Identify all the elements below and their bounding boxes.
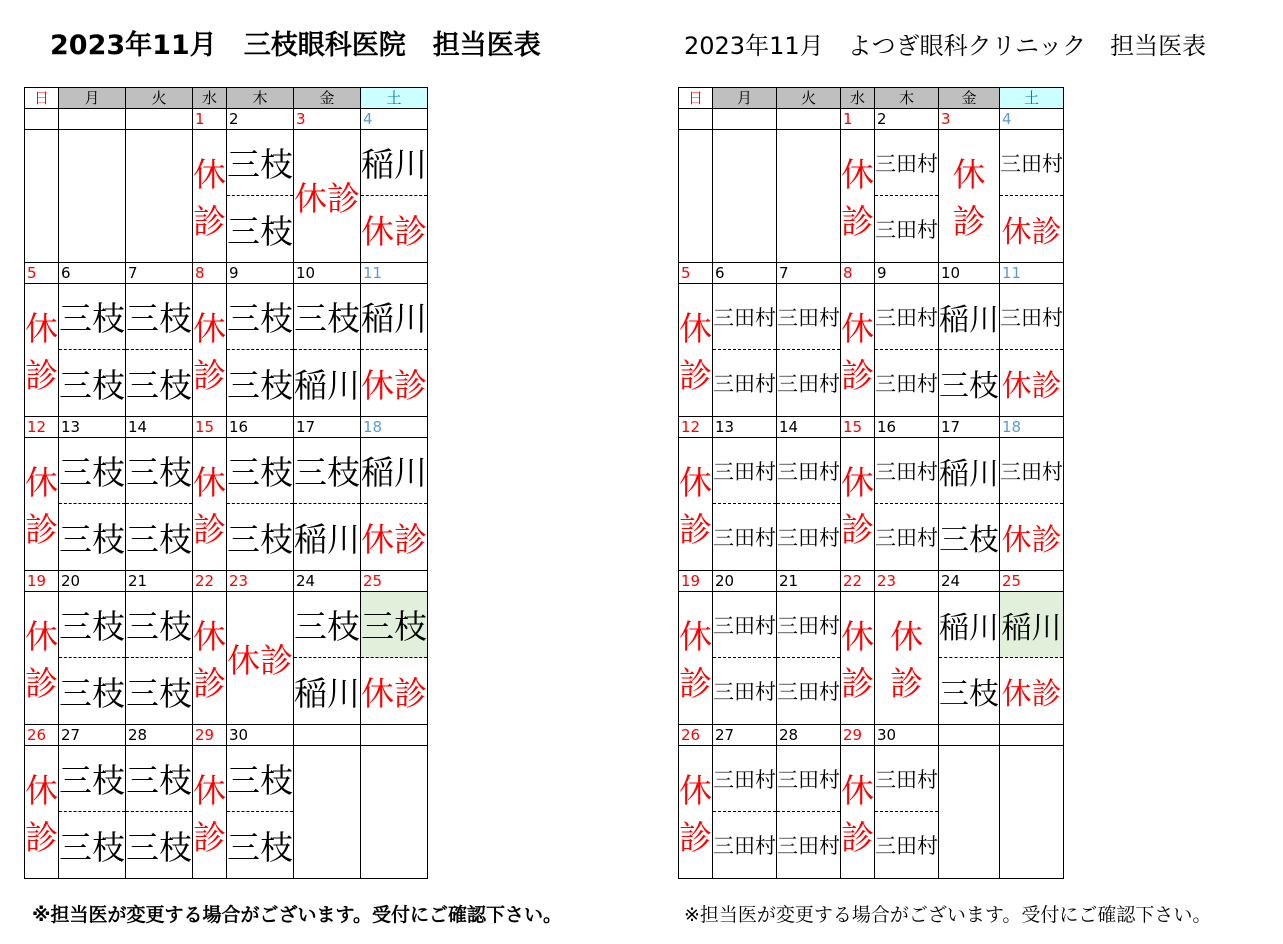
date-number: 3 — [294, 109, 361, 130]
shift-slots — [777, 284, 840, 416]
closed-label: 休診 — [193, 438, 227, 571]
date-number: 23 — [875, 571, 939, 592]
date-number: 26 — [679, 725, 713, 746]
date-number-row — [25, 725, 428, 746]
afternoon-doctor: 三枝 — [227, 519, 293, 559]
date-number — [361, 725, 428, 746]
date-number: 27 — [59, 725, 126, 746]
afternoon-doctor: 三田村 — [713, 834, 776, 858]
date-number: 8 — [841, 263, 875, 284]
day-cell — [713, 438, 777, 571]
afternoon-doctor: 三枝 — [126, 365, 192, 405]
schedule-row — [25, 438, 428, 571]
date-number: 29 — [193, 725, 227, 746]
date-number: 21 — [126, 571, 193, 592]
morning-doctor: 三田村 — [875, 284, 938, 350]
date-number: 1 — [193, 109, 227, 130]
shift-slots — [227, 130, 293, 262]
date-number: 15 — [841, 417, 875, 438]
empty-day-cell — [126, 130, 193, 263]
date-number-row — [679, 263, 1064, 284]
date-number-row — [25, 571, 428, 592]
shift-slots — [875, 284, 938, 416]
date-number: 20 — [713, 571, 777, 592]
closed-label: 休診 — [193, 746, 227, 879]
date-number: 10 — [294, 263, 361, 284]
afternoon-doctor: 三枝 — [939, 523, 999, 558]
morning-doctor: 稲川 — [361, 438, 427, 504]
shift-slots — [126, 746, 192, 878]
morning-doctor: 三枝 — [126, 592, 192, 658]
day-cell — [361, 284, 428, 417]
date-number: 1 — [841, 109, 875, 130]
schedule-row — [679, 438, 1064, 571]
day-cell — [875, 438, 939, 571]
day-cell — [59, 284, 126, 417]
date-number: 17 — [939, 417, 1000, 438]
morning-doctor: 三田村 — [875, 438, 938, 504]
morning-doctor: 三枝 — [294, 438, 360, 504]
shift-slots — [59, 746, 125, 878]
date-number — [713, 109, 777, 130]
weekday-label: 水 — [841, 88, 875, 109]
morning-doctor: 稲川 — [939, 592, 999, 658]
shift-slots — [1000, 130, 1063, 262]
date-number-row — [679, 571, 1064, 592]
morning-doctor: 三田村 — [713, 746, 776, 812]
shift-slots — [294, 592, 360, 724]
shift-slots — [361, 438, 427, 570]
closed-label: 休診 — [841, 438, 875, 571]
day-cell — [939, 284, 1000, 417]
calendar-title: 2023年11月 三枝眼科医院 担当医表 — [50, 30, 541, 61]
closed-label: 休診 — [939, 130, 1000, 263]
date-number: 18 — [361, 417, 428, 438]
day-cell — [361, 130, 428, 263]
date-number: 29 — [841, 725, 875, 746]
date-number — [25, 109, 59, 130]
date-number: 8 — [193, 263, 227, 284]
day-cell — [126, 592, 193, 725]
afternoon-doctor: 三枝 — [939, 677, 999, 712]
closed-label: 休診 — [679, 592, 713, 725]
date-number: 12 — [25, 417, 59, 438]
morning-doctor: 三田村 — [777, 746, 840, 812]
weekday-label: 火 — [126, 88, 193, 109]
closed-label: 休診 — [193, 284, 227, 417]
shift-slots — [713, 284, 776, 416]
date-number-row — [25, 109, 428, 130]
day-cell — [1000, 130, 1064, 263]
day-cell — [875, 130, 939, 263]
date-number: 30 — [227, 725, 294, 746]
schedule-row — [25, 592, 428, 725]
date-number: 25 — [1000, 571, 1064, 592]
morning-doctor: 三枝 — [227, 438, 293, 504]
morning-doctor: 三田村 — [713, 592, 776, 658]
date-number: 15 — [193, 417, 227, 438]
closed-label: 休診 — [25, 438, 59, 571]
shift-slots — [59, 438, 125, 570]
weekday-header-row — [679, 88, 1064, 109]
date-number: 16 — [227, 417, 294, 438]
closed-label: 休診 — [294, 130, 361, 263]
closed-label: 休診 — [193, 592, 227, 725]
closed-label: 休診 — [1001, 369, 1062, 404]
morning-doctor: 三枝 — [294, 592, 360, 658]
date-number: 22 — [193, 571, 227, 592]
empty-day-cell — [1000, 746, 1064, 879]
date-number: 26 — [25, 725, 59, 746]
afternoon-doctor: 三枝 — [59, 673, 125, 713]
closed-label: 休診 — [25, 284, 59, 417]
schedule-row — [679, 746, 1064, 879]
date-number: 24 — [294, 571, 361, 592]
morning-doctor: 三田村 — [713, 284, 776, 350]
shift-slots — [227, 746, 293, 878]
date-number: 7 — [777, 263, 841, 284]
closed-label: 休診 — [679, 438, 713, 571]
closed-label: 休診 — [841, 130, 875, 263]
morning-doctor: 三枝 — [227, 130, 293, 196]
closed-label: 休診 — [679, 284, 713, 417]
day-cell — [713, 746, 777, 879]
afternoon-doctor: 三枝 — [126, 673, 192, 713]
date-number: 25 — [361, 571, 428, 592]
shift-slots — [777, 746, 840, 878]
day-cell — [777, 746, 841, 879]
schedule-row — [679, 130, 1064, 263]
day-cell — [1000, 592, 1064, 725]
date-number: 30 — [875, 725, 939, 746]
shift-slots — [126, 438, 192, 570]
shift-slots — [875, 438, 938, 570]
afternoon-doctor: 三枝 — [227, 211, 293, 251]
morning-doctor: 稲川 — [939, 284, 999, 350]
shift-slots — [939, 438, 999, 570]
closed-label: 休診 — [1001, 215, 1062, 250]
date-number — [777, 109, 841, 130]
weekday-label: 土 — [1000, 88, 1064, 109]
afternoon-doctor: 三田村 — [777, 372, 840, 396]
empty-day-cell — [939, 746, 1000, 879]
date-number: 11 — [1000, 263, 1064, 284]
date-number: 10 — [939, 263, 1000, 284]
closed-label: 休診 — [1001, 523, 1062, 558]
date-number: 22 — [841, 571, 875, 592]
date-number: 9 — [227, 263, 294, 284]
day-cell — [875, 284, 939, 417]
date-number — [1000, 725, 1064, 746]
date-number: 28 — [777, 725, 841, 746]
day-cell — [59, 592, 126, 725]
day-cell — [777, 592, 841, 725]
afternoon-doctor: 三枝 — [59, 365, 125, 405]
closed-label: 休診 — [875, 592, 939, 725]
closed-label: 休診 — [227, 592, 294, 725]
date-number: 17 — [294, 417, 361, 438]
afternoon-doctor: 三田村 — [777, 526, 840, 550]
date-number: 14 — [126, 417, 193, 438]
date-number: 4 — [1000, 109, 1064, 130]
date-number — [679, 109, 713, 130]
date-number: 27 — [713, 725, 777, 746]
shift-slots — [777, 438, 840, 570]
date-number — [294, 725, 361, 746]
afternoon-doctor: 三田村 — [713, 680, 776, 704]
date-number: 13 — [59, 417, 126, 438]
shift-slots — [227, 438, 293, 570]
shift-slots — [713, 592, 776, 724]
closed-label: 休診 — [361, 211, 427, 251]
date-number: 21 — [777, 571, 841, 592]
day-cell — [227, 746, 294, 879]
afternoon-doctor: 三田村 — [777, 680, 840, 704]
calendar-title: 2023年11月 よつぎ眼科クリニック 担当医表 — [684, 32, 1207, 60]
day-cell — [59, 746, 126, 879]
date-number: 20 — [59, 571, 126, 592]
day-cell — [875, 746, 939, 879]
morning-doctor: 三枝 — [227, 284, 293, 350]
shift-slots — [875, 130, 938, 262]
afternoon-doctor: 三田村 — [713, 526, 776, 550]
day-cell — [294, 284, 361, 417]
morning-doctor: 三田村 — [1000, 130, 1063, 196]
schedule-row — [25, 284, 428, 417]
afternoon-doctor: 三枝 — [227, 365, 293, 405]
morning-doctor: 三田村 — [713, 438, 776, 504]
day-cell — [939, 438, 1000, 571]
closed-label: 休診 — [1001, 677, 1062, 712]
day-cell — [361, 438, 428, 571]
day-cell — [939, 592, 1000, 725]
morning-doctor: 三枝 — [227, 746, 293, 812]
morning-doctor: 稲川 — [361, 284, 427, 350]
weekday-label: 水 — [193, 88, 227, 109]
afternoon-doctor: 三田村 — [875, 372, 938, 396]
date-number: 6 — [59, 263, 126, 284]
date-number: 14 — [777, 417, 841, 438]
weekday-label: 金 — [939, 88, 1000, 109]
morning-doctor: 三枝 — [361, 592, 427, 658]
day-cell — [126, 746, 193, 879]
morning-doctor: 三田村 — [1000, 284, 1063, 350]
empty-day-cell — [777, 130, 841, 263]
schedule-grid — [24, 87, 428, 879]
day-cell — [777, 284, 841, 417]
date-number: 24 — [939, 571, 1000, 592]
empty-day-cell — [25, 130, 59, 263]
morning-doctor: 三田村 — [875, 746, 938, 812]
weekday-label: 金 — [294, 88, 361, 109]
morning-doctor: 三枝 — [126, 284, 192, 350]
shift-slots — [361, 130, 427, 262]
morning-doctor: 三枝 — [59, 438, 125, 504]
morning-doctor: 三田村 — [1000, 438, 1063, 504]
date-number — [126, 109, 193, 130]
weekday-label: 木 — [227, 88, 294, 109]
closed-label: 休診 — [361, 673, 427, 713]
date-number: 13 — [713, 417, 777, 438]
schedule-grid — [678, 87, 1064, 879]
morning-doctor: 三田村 — [777, 284, 840, 350]
morning-doctor: 三田村 — [777, 438, 840, 504]
date-number: 19 — [679, 571, 713, 592]
morning-doctor: 三田村 — [777, 592, 840, 658]
empty-day-cell — [361, 746, 428, 879]
shift-slots — [59, 284, 125, 416]
morning-doctor: 稲川 — [939, 438, 999, 504]
morning-doctor: 三枝 — [59, 592, 125, 658]
shift-slots — [1000, 284, 1063, 416]
morning-doctor: 三枝 — [126, 746, 192, 812]
day-cell — [227, 130, 294, 263]
afternoon-doctor: 三枝 — [227, 827, 293, 867]
afternoon-doctor: 稲川 — [294, 519, 360, 559]
day-cell — [294, 592, 361, 725]
afternoon-doctor: 三田村 — [875, 218, 938, 242]
afternoon-doctor: 三田村 — [777, 834, 840, 858]
weekday-label: 日 — [25, 88, 59, 109]
afternoon-doctor: 三枝 — [939, 369, 999, 404]
date-number — [939, 725, 1000, 746]
morning-doctor: 三枝 — [59, 746, 125, 812]
date-number: 28 — [126, 725, 193, 746]
shift-slots — [939, 592, 999, 724]
date-number-row — [679, 109, 1064, 130]
shift-slots — [361, 592, 427, 724]
morning-doctor: 三枝 — [59, 284, 125, 350]
date-number: 16 — [875, 417, 939, 438]
afternoon-doctor: 三田村 — [713, 372, 776, 396]
afternoon-doctor: 稲川 — [294, 673, 360, 713]
date-number: 4 — [361, 109, 428, 130]
date-number-row — [25, 263, 428, 284]
shift-slots — [361, 284, 427, 416]
day-cell — [361, 592, 428, 725]
closed-label: 休診 — [25, 746, 59, 879]
schedule-row — [679, 284, 1064, 417]
day-cell — [1000, 438, 1064, 571]
empty-day-cell — [713, 130, 777, 263]
date-number: 11 — [361, 263, 428, 284]
date-number — [59, 109, 126, 130]
weekday-label: 土 — [361, 88, 428, 109]
date-number: 12 — [679, 417, 713, 438]
date-number: 9 — [875, 263, 939, 284]
date-number-row — [679, 725, 1064, 746]
day-cell — [126, 438, 193, 571]
date-number: 19 — [25, 571, 59, 592]
closed-label: 休診 — [841, 746, 875, 879]
date-number: 7 — [126, 263, 193, 284]
shift-slots — [1000, 438, 1063, 570]
shift-slots — [126, 592, 192, 724]
schedule-row — [25, 130, 428, 263]
date-number: 23 — [227, 571, 294, 592]
morning-doctor: 稲川 — [361, 130, 427, 196]
closed-label: 休診 — [361, 519, 427, 559]
shift-slots — [939, 284, 999, 416]
morning-doctor: 稲川 — [1000, 592, 1063, 658]
closed-label: 休診 — [361, 365, 427, 405]
day-cell — [713, 284, 777, 417]
afternoon-doctor: 三枝 — [59, 827, 125, 867]
date-number-row — [679, 417, 1064, 438]
shift-slots — [126, 284, 192, 416]
date-number: 5 — [679, 263, 713, 284]
shift-slots — [777, 592, 840, 724]
afternoon-doctor: 三枝 — [126, 519, 192, 559]
morning-doctor: 三枝 — [294, 284, 360, 350]
weekday-label: 日 — [679, 88, 713, 109]
footnote: ※担当医が変更する場合がございます。受付にご確認下さい。 — [32, 904, 562, 926]
weekday-label: 月 — [59, 88, 126, 109]
shift-slots — [294, 438, 360, 570]
closed-label: 休診 — [841, 284, 875, 417]
weekday-label: 月 — [713, 88, 777, 109]
closed-label: 休診 — [841, 592, 875, 725]
day-cell — [777, 438, 841, 571]
afternoon-doctor: 三枝 — [59, 519, 125, 559]
weekday-label: 木 — [875, 88, 939, 109]
date-number-row — [25, 417, 428, 438]
afternoon-doctor: 三田村 — [875, 834, 938, 858]
date-number: 18 — [1000, 417, 1064, 438]
day-cell — [1000, 284, 1064, 417]
morning-doctor: 三田村 — [875, 130, 938, 196]
afternoon-doctor: 稲川 — [294, 365, 360, 405]
shift-slots — [294, 284, 360, 416]
schedule-row — [25, 746, 428, 879]
schedule-row — [679, 592, 1064, 725]
day-cell — [227, 284, 294, 417]
footnote: ※担当医が変更する場合がございます。受付にご確認下さい。 — [684, 904, 1212, 926]
weekday-label: 火 — [777, 88, 841, 109]
empty-day-cell — [294, 746, 361, 879]
shift-slots — [713, 438, 776, 570]
shift-slots — [875, 746, 938, 878]
shift-slots — [59, 592, 125, 724]
morning-doctor: 三枝 — [126, 438, 192, 504]
closed-label: 休診 — [679, 746, 713, 879]
day-cell — [126, 284, 193, 417]
empty-day-cell — [679, 130, 713, 263]
day-cell — [713, 592, 777, 725]
date-number: 2 — [875, 109, 939, 130]
day-cell — [227, 438, 294, 571]
empty-day-cell — [59, 130, 126, 263]
shift-slots — [713, 746, 776, 878]
date-number: 5 — [25, 263, 59, 284]
date-number: 3 — [939, 109, 1000, 130]
closed-label: 休診 — [25, 592, 59, 725]
day-cell — [294, 438, 361, 571]
date-number: 2 — [227, 109, 294, 130]
afternoon-doctor: 三枝 — [126, 827, 192, 867]
shift-slots — [227, 284, 293, 416]
afternoon-doctor: 三田村 — [875, 526, 938, 550]
date-number: 6 — [713, 263, 777, 284]
weekday-header-row — [25, 88, 428, 109]
day-cell — [59, 438, 126, 571]
closed-label: 休診 — [193, 130, 227, 263]
shift-slots — [1000, 592, 1063, 724]
